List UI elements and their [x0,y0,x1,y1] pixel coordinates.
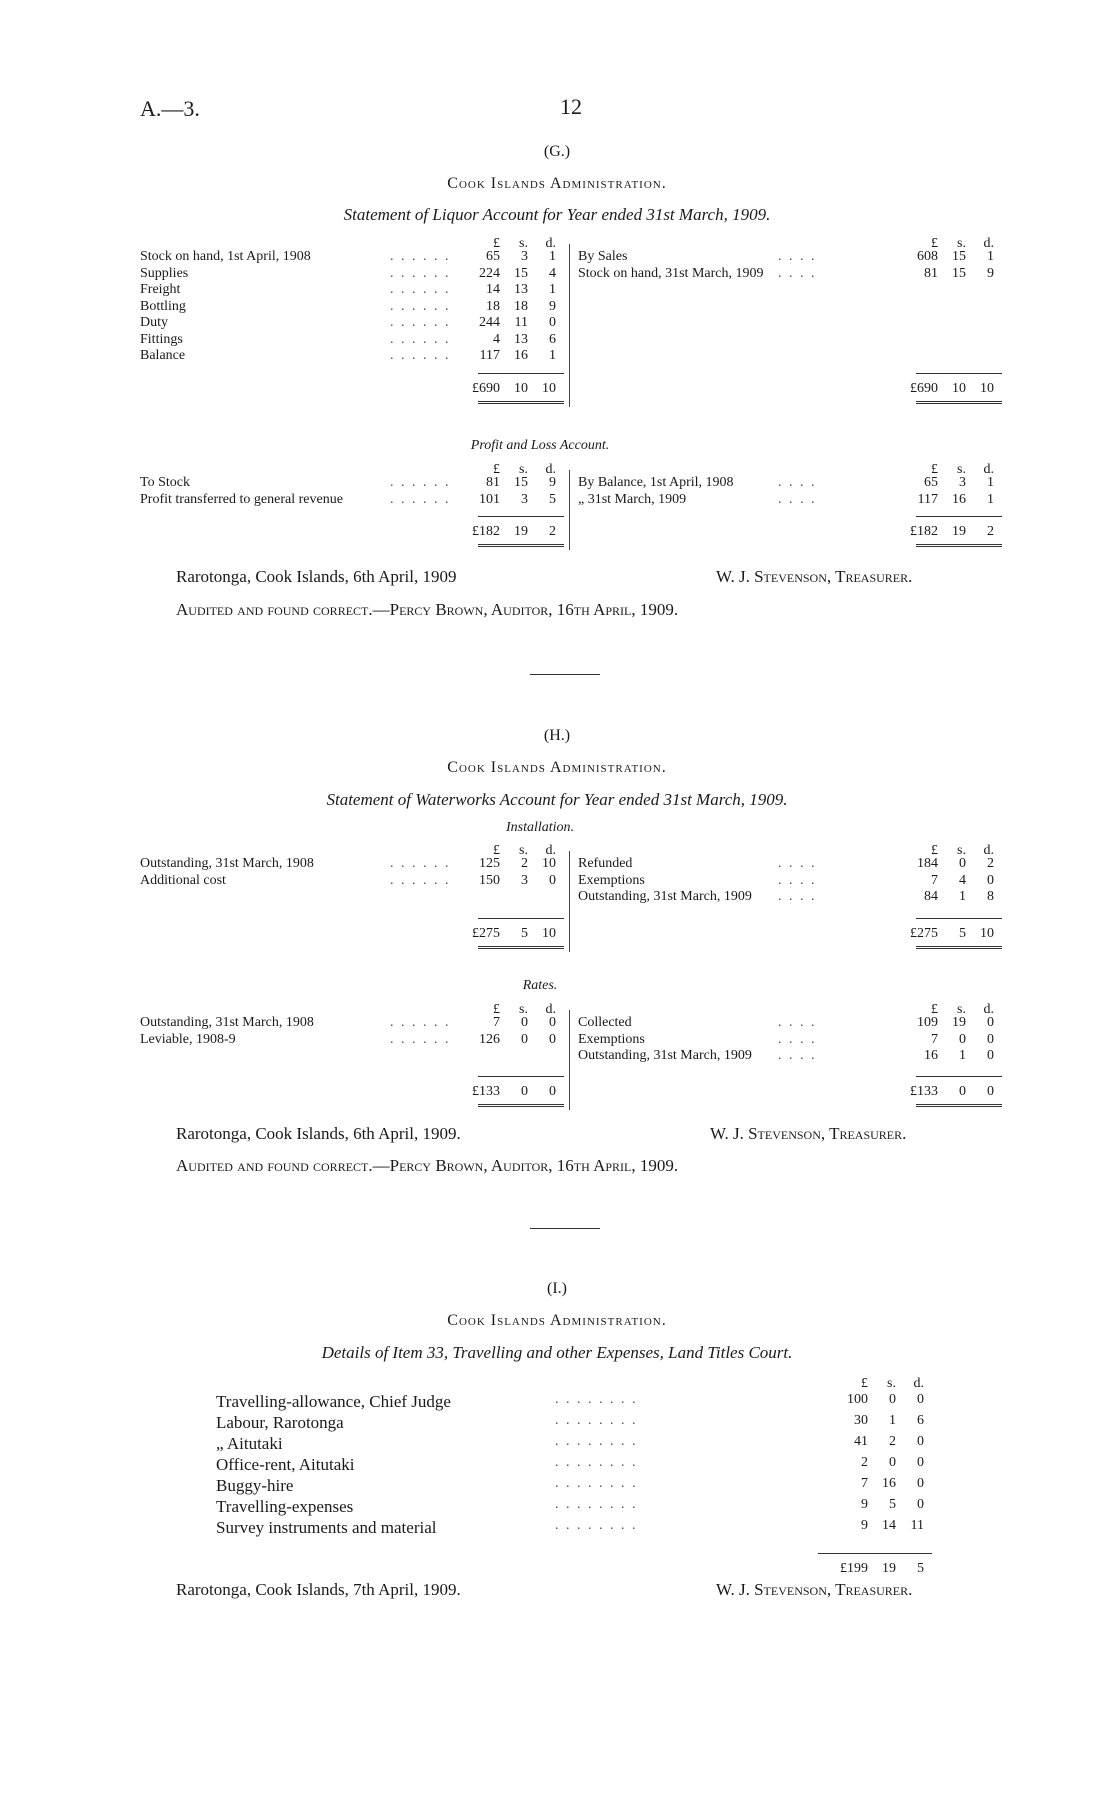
amount-pounds: 117 [917,491,938,507]
double-rule [916,946,1002,949]
amount-pence: 10 [542,926,556,941]
section-h-label: (H.) [543,727,571,744]
separator [530,1228,600,1229]
amount-pence: 0 [987,1015,994,1030]
amount-shillings: 0 [959,1031,966,1047]
leader-dots: . . . . . . [390,1031,451,1047]
rule [916,1076,1002,1077]
leader-dots: . . . . [778,889,817,904]
amount-shillings: 10 [514,381,528,396]
col-head-pence: d. [983,462,994,477]
leader-dots: . . . . . . [390,315,451,330]
col-head-pounds: £ [493,462,500,477]
ledger-item-name: By Balance, 1st April, 1908 [578,475,734,490]
ledger-item-name: Additional cost [140,872,226,888]
amount-pence: 11 [910,1518,924,1533]
amount-pounds: 4 [493,331,500,347]
section-h-title: Statement of Waterworks Account for Year ended 31st March, 1909. [326,790,788,809]
amount-pounds: 117 [479,348,500,363]
double-rule [916,401,1002,404]
amount-pounds: 7 [493,1015,500,1030]
double-rule [478,544,564,547]
amount-shillings: 2 [521,856,528,871]
leader-dots: . . . . . . [390,331,451,347]
amount-pence: 0 [549,1031,556,1047]
double-rule [916,1104,1002,1107]
amount-shillings: 3 [521,872,528,888]
amount-pounds: 18 [486,298,500,314]
amount-pounds: 30 [854,1413,868,1428]
col-head-pence: d. [545,1002,556,1017]
ledger-item-name: Leviable, 1908-9 [140,1031,236,1047]
amount-pounds: 126 [479,1031,500,1047]
section-i-signature: W. J. Stevenson, Treasurer. [716,1580,913,1599]
amount-shillings: 0 [521,1084,528,1099]
expense-item-name: Survey instruments and material [216,1518,437,1537]
ledger-item-name: Duty [140,315,168,330]
amount-pence: 1 [549,249,556,264]
amount-pounds: 65 [486,249,500,264]
amount-pounds: £690 [472,381,500,396]
col-head-pence: d. [913,1376,924,1391]
amount-pence: 9 [549,475,556,490]
amount-shillings: 16 [882,1476,896,1491]
section-h-place-date: Rarotonga, Cook Islands, 6th April, 1909. [176,1124,461,1143]
ledger-item-name: Stock on hand, 31st March, 1909 [578,265,764,281]
col-head-shillings: s. [519,236,528,251]
amount-shillings: 14 [882,1518,896,1533]
leader-dots: . . . . . . . . [555,1476,638,1491]
amount-shillings: 5 [521,926,528,941]
amount-pounds: £133 [472,1084,500,1099]
rule [478,918,564,919]
column-divider [569,851,570,952]
leader-dots: . . . . . . [390,282,451,297]
leader-dots: . . . . [778,1048,817,1063]
leader-dots: . . . . . . [390,249,451,264]
installation-title: Installation. [505,820,575,835]
amount-pence: 9 [987,265,994,281]
amount-shillings: 15 [952,265,966,281]
amount-pence: 10 [542,856,556,871]
amount-pence: 0 [549,1084,556,1099]
amount-pence: 6 [917,1413,924,1428]
amount-pence: 0 [917,1476,924,1491]
amount-pounds: 184 [917,856,938,871]
amount-shillings: 3 [521,491,528,507]
ledger-item-name: „ 31st March, 1909 [578,491,687,507]
amount-pounds: 224 [479,265,500,281]
amount-shillings: 16 [514,348,528,363]
column-divider [569,1010,570,1110]
amount-pounds: 9 [861,1497,868,1512]
expense-item-name: Labour, Rarotonga [216,1413,344,1432]
amount-pence: 10 [980,926,994,941]
col-head-pence: d. [983,236,994,251]
expense-item-name: Office-rent, Aitutaki [216,1455,355,1474]
amount-pounds: £275 [910,926,938,941]
amount-pounds: 84 [924,889,938,904]
amount-pence: 10 [542,381,556,396]
amount-shillings: 15 [514,265,528,281]
amount-pence: 0 [917,1392,924,1407]
amount-pounds: 101 [479,491,500,507]
ledger-item-name: Outstanding, 31st March, 1909 [578,889,752,904]
amount-pence: 6 [549,331,556,347]
expense-item-name: „ Aitutaki [216,1434,283,1453]
ledger-item-name: Balance [140,348,186,363]
section-h-org: Cook Islands Administration. [447,759,667,776]
col-head-shillings: s. [519,1002,528,1017]
amount-pounds: 14 [486,282,500,297]
section-h-audit: Audited and found correct.—Percy Brown, Auditor, 16th April, 1909. [176,1156,679,1175]
leader-dots: . . . . [778,872,817,888]
amount-pence: 1 [549,282,556,297]
amount-shillings: 5 [959,926,966,941]
section-g-audit: Audited and found correct.—Percy Brown, Auditor, 16th April, 1909. [176,600,679,619]
amount-pence: 1 [987,475,994,490]
profit-loss-title: Profit and Loss Account. [470,438,610,453]
amount-shillings: 0 [521,1031,528,1047]
amount-pounds: 81 [486,475,500,490]
col-head-pounds: £ [931,236,938,251]
amount-pounds: £133 [910,1084,938,1099]
leader-dots: . . . . . . . . [555,1518,638,1533]
ledger-item-name: Outstanding, 31st March, 1908 [140,856,314,871]
amount-pounds: 100 [847,1392,868,1407]
amount-shillings: 1 [889,1413,896,1428]
ledger-item-name: By Sales [578,249,628,264]
amount-pence: 1 [987,249,994,264]
col-head-pounds: £ [931,462,938,477]
leader-dots: . . . . . . [390,872,451,888]
amount-pounds: 7 [861,1476,868,1491]
section-g-org: Cook Islands Administration. [447,175,667,192]
col-head-shillings: s. [957,236,966,251]
col-head-pounds: £ [861,1376,868,1391]
amount-shillings: 3 [959,475,966,490]
amount-pounds: 109 [917,1015,938,1030]
amount-shillings: 15 [952,249,966,264]
double-rule [916,544,1002,547]
ledger-item-name: To Stock [140,475,190,490]
ledger-item-name: Fittings [140,331,183,347]
amount-pounds: £182 [472,524,500,539]
col-head-pence: d. [545,843,556,858]
amount-pence: 0 [917,1434,924,1449]
leader-dots: . . . . . . . . [555,1392,638,1407]
col-head-shillings: s. [887,1376,896,1391]
amount-shillings: 19 [514,524,528,539]
col-head-shillings: s. [957,1002,966,1017]
amount-pence: 8 [987,889,994,904]
leader-dots: . . . . [778,491,817,507]
amount-pence: 0 [987,1031,994,1047]
amount-pounds: 81 [924,265,938,281]
leader-dots: . . . . . . [390,475,451,490]
col-head-shillings: s. [519,462,528,477]
section-i-org: Cook Islands Administration. [447,1312,667,1329]
col-head-pence: d. [545,462,556,477]
rule [916,516,1002,517]
ledger-item-name: Refunded [578,856,633,871]
amount-pence: 4 [549,265,556,281]
amount-shillings: 19 [952,1015,966,1030]
amount-pence: 10 [980,381,994,396]
amount-pounds: 9 [861,1518,868,1533]
ledger-item-name: Supplies [140,265,189,281]
double-rule [478,1104,564,1107]
amount-shillings: 10 [952,381,966,396]
amount-pounds: 65 [924,475,938,490]
amount-pence: 0 [987,1084,994,1099]
rule [818,1553,932,1554]
amount-shillings: 19 [952,524,966,539]
amount-shillings: 19 [882,1561,896,1576]
amount-shillings: 13 [514,331,528,347]
col-head-pence: d. [983,1002,994,1017]
rates-title: Rates. [522,978,558,993]
leader-dots: . . . . . . [390,348,451,363]
leader-dots: . . . . . . [390,1015,451,1030]
ledger-item-name: Collected [578,1015,632,1030]
amount-pounds: £182 [910,524,938,539]
rule [916,373,1002,374]
ledger-item-name: Exemptions [578,1031,645,1047]
amount-pounds: £275 [472,926,500,941]
leader-dots: . . . . . . . . [555,1413,638,1428]
section-g-signature: W. J. Stevenson, Treasurer. [716,567,913,586]
section-g-place-date: Rarotonga, Cook Islands, 6th April, 1909 [176,567,457,586]
leader-dots: . . . . . . [390,491,451,507]
double-rule [478,401,564,404]
leader-dots: . . . . [778,1031,817,1047]
amount-pounds: 7 [931,872,938,888]
leader-dots: . . . . [778,856,817,871]
amount-shillings: 18 [514,298,528,314]
col-head-shillings: s. [519,843,528,858]
amount-pence: 2 [987,856,994,871]
amount-pence: 0 [987,1048,994,1063]
amount-shillings: 5 [889,1497,896,1512]
amount-pence: 5 [549,491,556,507]
leader-dots: . . . . . . . . [555,1434,638,1449]
leader-dots: . . . . . . . . [555,1497,638,1512]
rule [478,1076,564,1077]
amount-pence: 2 [549,524,556,539]
leader-dots: . . . . . . [390,265,451,281]
amount-pence: 1 [987,491,994,507]
section-i-place-date: Rarotonga, Cook Islands, 7th April, 1909. [176,1580,461,1599]
amount-shillings: 0 [959,1084,966,1099]
col-head-pounds: £ [931,843,938,858]
amount-shillings: 0 [959,856,966,871]
amount-pence: 5 [917,1561,924,1576]
amount-shillings: 0 [889,1392,896,1407]
amount-pounds: 16 [924,1048,938,1063]
amount-shillings: 0 [521,1015,528,1030]
leader-dots: . . . . [778,1015,817,1030]
amount-pence: 0 [549,1015,556,1030]
amount-shillings: 16 [952,491,966,507]
section-h-signature: W. J. Stevenson, Treasurer. [710,1124,907,1143]
column-divider [569,470,570,550]
amount-pence: 2 [987,524,994,539]
amount-shillings: 2 [889,1434,896,1449]
amount-pounds: 41 [854,1434,868,1449]
col-head-pence: d. [983,843,994,858]
section-i-title: Details of Item 33, Travelling and other Expenses, Land Titles Court. [321,1343,793,1362]
amount-shillings: 1 [959,1048,966,1063]
amount-pounds: 608 [917,249,938,264]
column-divider [569,244,570,407]
separator [530,674,600,675]
amount-pence: 0 [549,315,556,330]
amount-shillings: 15 [514,475,528,490]
amount-pounds: 150 [479,872,500,888]
amount-shillings: 13 [514,282,528,297]
amount-shillings: 11 [514,315,528,330]
leader-dots: . . . . [778,475,817,490]
section-g-label: (G.) [543,143,571,160]
leader-dots: . . . . [778,249,817,264]
amount-pounds: £199 [840,1561,868,1576]
ledger-item-name: Outstanding, 31st March, 1909 [578,1048,752,1063]
amount-pounds: £690 [910,381,938,396]
rule [916,918,1002,919]
expense-item-name: Buggy-hire [216,1476,294,1495]
ledger-item-name: Stock on hand, 1st April, 1908 [140,249,311,264]
col-head-shillings: s. [957,462,966,477]
ledger-item-name: Exemptions [578,872,645,888]
col-head-shillings: s. [957,843,966,858]
ledger-item-name: Bottling [140,298,186,314]
col-head-pounds: £ [493,843,500,858]
leader-dots: . . . . . . [390,856,451,871]
amount-pence: 0 [917,1455,924,1470]
amount-shillings: 3 [521,249,528,264]
amount-pounds: 7 [931,1031,938,1047]
leader-dots: . . . . [778,265,817,281]
page-number: 12 [560,94,582,119]
rule [478,373,564,374]
ledger-item-name: Freight [140,282,181,297]
col-head-pounds: £ [493,1002,500,1017]
rule [478,516,564,517]
amount-pounds: 2 [861,1455,868,1470]
amount-pence: 1 [549,348,556,363]
ledger-item-name: Profit transferred to general revenue [140,491,343,507]
amount-pounds: 244 [479,315,500,330]
amount-pence: 0 [917,1497,924,1512]
amount-pounds: 125 [479,856,500,871]
col-head-pounds: £ [931,1002,938,1017]
section-i-label: (I.) [547,1280,567,1297]
expense-item-name: Travelling-expenses [216,1497,354,1516]
leader-dots: . . . . . . [390,298,451,314]
leader-dots: . . . . . . . . [555,1455,638,1470]
double-rule [478,946,564,949]
col-head-pounds: £ [493,236,500,251]
expense-item-name: Travelling-allowance, Chief Judge [216,1392,451,1411]
amount-pence: 0 [987,872,994,888]
amount-shillings: 1 [959,889,966,904]
section-g-title: Statement of Liquor Account for Year ended 31st March, 1909. [343,205,771,224]
col-head-pence: d. [545,236,556,251]
amount-shillings: 0 [889,1455,896,1470]
page-ref: A.—3. [140,96,200,121]
amount-shillings: 4 [959,872,966,888]
ledger-item-name: Outstanding, 31st March, 1908 [140,1015,314,1030]
amount-pence: 0 [549,872,556,888]
amount-pence: 9 [549,298,556,314]
